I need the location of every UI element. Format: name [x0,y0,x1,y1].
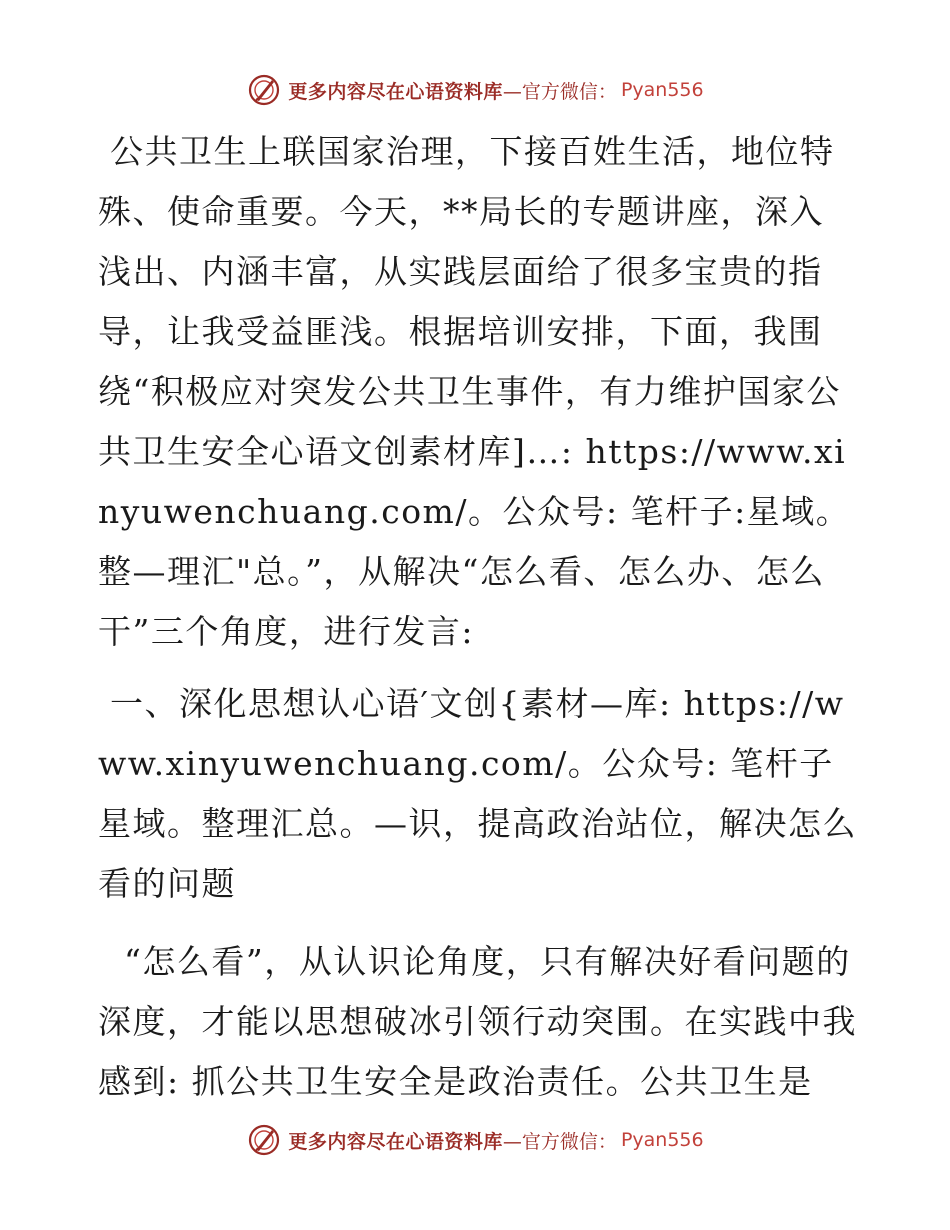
quill-logo-icon [246,1122,282,1158]
banner-wechat-id: Pyan556 [620,1129,704,1151]
body-paragraph-3: “怎么看”，从认识论角度，只有解决好看问题的深度，才能以思想破冰引领行动突围。在实践中我感到: 抓公共卫生安全是政治责任。公共卫生是 [98,942,857,1101]
banner-wechat-label: —官方微信： [502,80,617,103]
document-body [98,122,858,1112]
header-banner [0,70,950,110]
body-paragraph-2: 一、深化思想认心语′文创{素材—库: https://www.xinyuwenchuang.com/。公众号: 笔杆子星域。整理汇总。—识，提高政治站位，解决怎么看的问题 [98,684,857,903]
banner-brand-text: 更多内容尽在心语资料库 [288,80,503,103]
footer-banner [0,1120,950,1160]
banner-brand-text: 更多内容尽在心语资料库 [288,1130,503,1153]
body-paragraph-1: 公共卫生上联国家治理，下接百姓生活，地位特殊、使命重要。今天，**局长的专题讲座，深入浅出、内涵丰富，从实践层面给了很多宝贵的指导，让我受益匪浅。根据培训安排，下面，我围绕“积极应对突发公共卫生事件，有力维护国家公共卫生安全心语文创素材库]…: https://www.xinyuwenchuang.com/。公众号: 笔杆子:星域。整—理汇"总。”，从解决“怎么看、怎么办、怎么干”三个角度，进行发言: [98,132,851,651]
banner-wechat-id: Pyan556 [620,79,704,101]
banner-wechat-label: —官方微信： [502,1130,617,1153]
quill-logo-icon [246,72,282,108]
